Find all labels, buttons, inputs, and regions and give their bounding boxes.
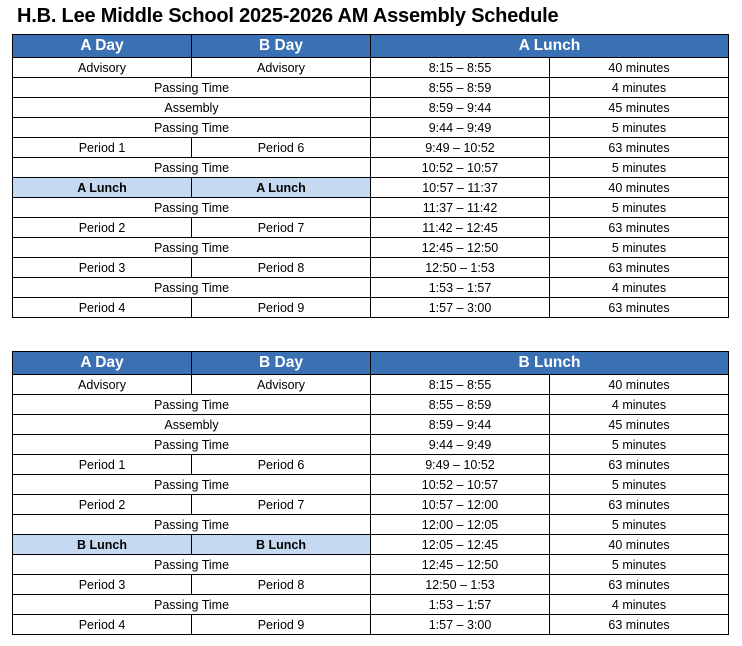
time-cell: 9:44 – 9:49 xyxy=(371,435,550,455)
column-header: A Day xyxy=(13,35,192,58)
time-cell: 8:55 – 8:59 xyxy=(371,395,550,415)
duration-cell: 4 minutes xyxy=(550,278,729,298)
table-row xyxy=(13,435,729,455)
table-row xyxy=(13,615,729,635)
a-day-cell: Period 2 xyxy=(13,218,192,238)
b-day-cell: Period 6 xyxy=(192,138,371,158)
duration-cell: 5 minutes xyxy=(550,475,729,495)
table-row xyxy=(13,555,729,575)
table-row xyxy=(13,98,729,118)
header-row xyxy=(13,35,729,58)
table-row xyxy=(13,158,729,178)
duration-cell: 63 minutes xyxy=(550,575,729,595)
table-row xyxy=(13,515,729,535)
time-cell: 9:49 – 10:52 xyxy=(371,138,550,158)
time-cell: 1:53 – 1:57 xyxy=(371,278,550,298)
b-day-cell: Period 9 xyxy=(192,615,371,635)
time-cell: 12:50 – 1:53 xyxy=(371,258,550,278)
duration-cell: 40 minutes xyxy=(550,58,729,78)
table-row xyxy=(13,535,729,555)
a-day-cell: Period 1 xyxy=(13,455,192,475)
duration-cell: 4 minutes xyxy=(550,595,729,615)
duration-cell: 40 minutes xyxy=(550,178,729,198)
table-row xyxy=(13,178,729,198)
activity-cell: Passing Time xyxy=(13,435,371,455)
column-header: B Lunch xyxy=(371,352,729,375)
duration-cell: 63 minutes xyxy=(550,495,729,515)
activity-cell: Assembly xyxy=(13,415,371,435)
activity-cell: Passing Time xyxy=(13,395,371,415)
table-row xyxy=(13,298,729,318)
duration-cell: 63 minutes xyxy=(550,455,729,475)
b-day-cell: Period 7 xyxy=(192,218,371,238)
activity-cell: Passing Time xyxy=(13,118,371,138)
duration-cell: 45 minutes xyxy=(550,415,729,435)
duration-cell: 40 minutes xyxy=(550,535,729,555)
a-day-cell: Period 3 xyxy=(13,258,192,278)
time-cell: 9:44 – 9:49 xyxy=(371,118,550,138)
time-cell: 8:59 – 9:44 xyxy=(371,415,550,435)
table-row xyxy=(13,258,729,278)
a-day-cell: Period 4 xyxy=(13,298,192,318)
table-row xyxy=(13,475,729,495)
table-row xyxy=(13,575,729,595)
table-row xyxy=(13,375,729,395)
a-day-cell: Advisory xyxy=(13,58,192,78)
b-day-cell: Advisory xyxy=(192,58,371,78)
activity-cell: Passing Time xyxy=(13,158,371,178)
column-header: A Lunch xyxy=(371,35,729,58)
b-day-cell: B Lunch xyxy=(192,535,371,555)
time-cell: 12:00 – 12:05 xyxy=(371,515,550,535)
activity-cell: Passing Time xyxy=(13,475,371,495)
a-day-cell: Period 4 xyxy=(13,615,192,635)
time-cell: 11:37 – 11:42 xyxy=(371,198,550,218)
a-day-cell: Period 3 xyxy=(13,575,192,595)
time-cell: 12:05 – 12:45 xyxy=(371,535,550,555)
time-cell: 1:57 – 3:00 xyxy=(371,615,550,635)
table-row xyxy=(13,415,729,435)
duration-cell: 5 minutes xyxy=(550,515,729,535)
a-day-cell: Period 1 xyxy=(13,138,192,158)
time-cell: 10:52 – 10:57 xyxy=(371,158,550,178)
duration-cell: 4 minutes xyxy=(550,78,729,98)
duration-cell: 5 minutes xyxy=(550,435,729,455)
b-day-cell: Advisory xyxy=(192,375,371,395)
activity-cell: Passing Time xyxy=(13,78,371,98)
duration-cell: 45 minutes xyxy=(550,98,729,118)
time-cell: 8:15 – 8:55 xyxy=(371,58,550,78)
b-day-cell: Period 8 xyxy=(192,258,371,278)
table-row xyxy=(13,595,729,615)
b-day-cell: Period 6 xyxy=(192,455,371,475)
duration-cell: 63 minutes xyxy=(550,218,729,238)
b-day-cell: Period 7 xyxy=(192,495,371,515)
a-day-cell: A Lunch xyxy=(13,178,192,198)
time-cell: 11:42 – 12:45 xyxy=(371,218,550,238)
column-header: B Day xyxy=(192,35,371,58)
activity-cell: Passing Time xyxy=(13,238,371,258)
header-row xyxy=(13,352,729,375)
duration-cell: 40 minutes xyxy=(550,375,729,395)
b-day-cell: A Lunch xyxy=(192,178,371,198)
table-row xyxy=(13,218,729,238)
activity-cell: Passing Time xyxy=(13,595,371,615)
table-row xyxy=(13,395,729,415)
time-cell: 12:45 – 12:50 xyxy=(371,555,550,575)
time-cell: 1:57 – 3:00 xyxy=(371,298,550,318)
time-cell: 1:53 – 1:57 xyxy=(371,595,550,615)
column-header: B Day xyxy=(192,352,371,375)
duration-cell: 5 minutes xyxy=(550,198,729,218)
time-cell: 10:57 – 12:00 xyxy=(371,495,550,515)
time-cell: 10:52 – 10:57 xyxy=(371,475,550,495)
column-header: A Day xyxy=(13,352,192,375)
duration-cell: 4 minutes xyxy=(550,395,729,415)
activity-cell: Passing Time xyxy=(13,555,371,575)
time-cell: 8:15 – 8:55 xyxy=(371,375,550,395)
b-day-cell: Period 8 xyxy=(192,575,371,595)
duration-cell: 63 minutes xyxy=(550,298,729,318)
duration-cell: 63 minutes xyxy=(550,615,729,635)
duration-cell: 63 minutes xyxy=(550,258,729,278)
duration-cell: 5 minutes xyxy=(550,118,729,138)
activity-cell: Passing Time xyxy=(13,515,371,535)
table-row xyxy=(13,455,729,475)
table-row xyxy=(13,138,729,158)
time-cell: 8:59 – 9:44 xyxy=(371,98,550,118)
table-row xyxy=(13,78,729,98)
table-row xyxy=(13,278,729,298)
time-cell: 8:55 – 8:59 xyxy=(371,78,550,98)
duration-cell: 5 minutes xyxy=(550,555,729,575)
page-title: H.B. Lee Middle School 2025-2026 AM Assembly Schedule xyxy=(17,5,559,27)
table-row xyxy=(13,198,729,218)
table-row xyxy=(13,238,729,258)
time-cell: 12:50 – 1:53 xyxy=(371,575,550,595)
table-row xyxy=(13,118,729,138)
activity-cell: Assembly xyxy=(13,98,371,118)
duration-cell: 5 minutes xyxy=(550,238,729,258)
b-day-cell: Period 9 xyxy=(192,298,371,318)
a-day-cell: B Lunch xyxy=(13,535,192,555)
time-cell: 10:57 – 11:37 xyxy=(371,178,550,198)
table-row xyxy=(13,495,729,515)
time-cell: 12:45 – 12:50 xyxy=(371,238,550,258)
a-day-cell: Period 2 xyxy=(13,495,192,515)
activity-cell: Passing Time xyxy=(13,198,371,218)
b-lunch-schedule-table xyxy=(12,351,729,635)
table-row xyxy=(13,58,729,78)
time-cell: 9:49 – 10:52 xyxy=(371,455,550,475)
a-day-cell: Advisory xyxy=(13,375,192,395)
activity-cell: Passing Time xyxy=(13,278,371,298)
duration-cell: 5 minutes xyxy=(550,158,729,178)
a-lunch-schedule-table xyxy=(12,34,729,318)
duration-cell: 63 minutes xyxy=(550,138,729,158)
